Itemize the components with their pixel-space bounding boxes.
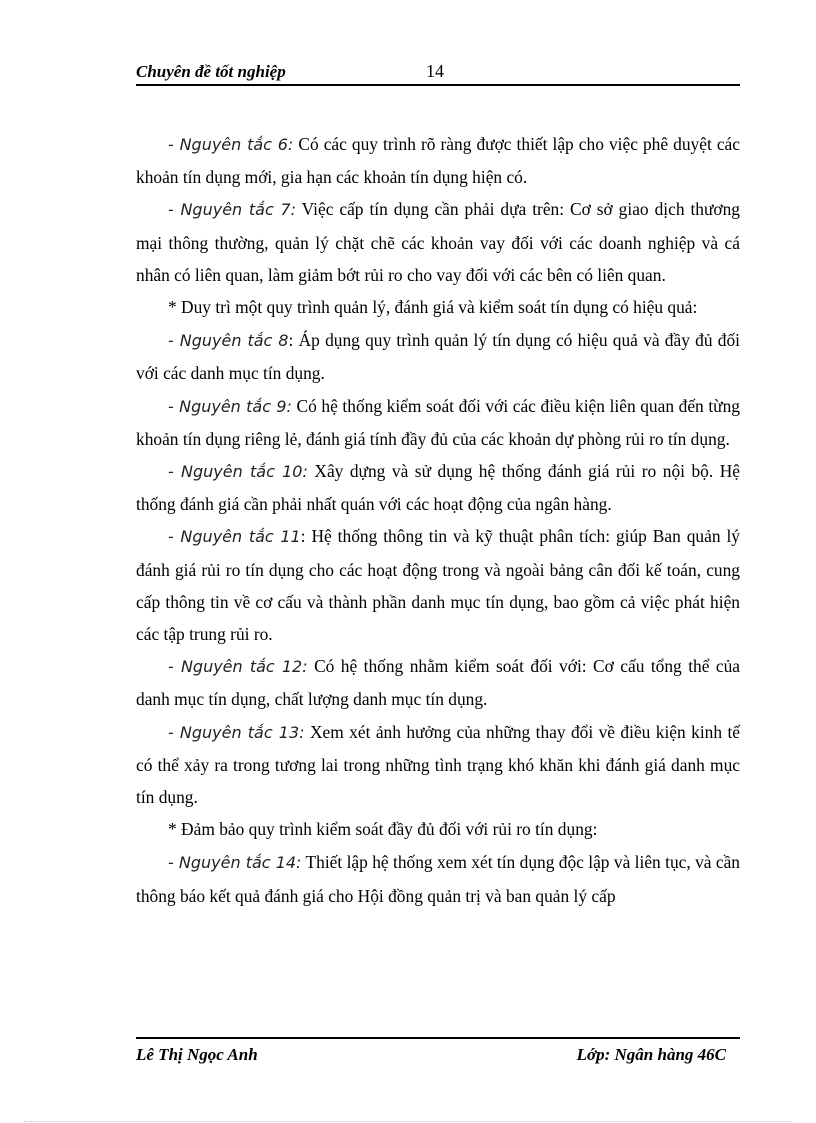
- page-footer: [136, 1037, 740, 1067]
- paragraph-text: * Duy trì một quy trình quản lý, đánh giá và kiểm soát tín dụng có hiệu quả:: [168, 297, 698, 318]
- paragraph-lead: - Nguyên tắc 7:: [168, 200, 296, 220]
- page-edge-divider: [24, 1121, 792, 1122]
- footer-class: Lớp: Ngân hàng 46C: [576, 1045, 726, 1064]
- paragraph: [136, 324, 740, 389]
- paragraph: [136, 650, 740, 715]
- paragraph: [136, 520, 740, 650]
- paragraph-lead: - Nguyên tắc 13:: [168, 722, 305, 742]
- paragraph-text: * Đảm bảo quy trình kiểm soát đầy đủ đối với rủi ro tín dụng:: [168, 819, 598, 840]
- paragraph-lead: - Nguyên tắc 12:: [168, 657, 308, 677]
- paragraph-text: Xây dựng và sử dụng hệ thống đánh giá rủi ro nội bộ. Hệ thống đánh giá cần phải nhất quán với các hoạt động của ngân hàng.: [136, 461, 741, 515]
- paragraph-text: Thiết lập hệ thống xem xét tín dụng độc lập và liên tục, và cần thông báo kết quả đánh giá cho Hội đồng quản trị và ban quản lý cấp: [136, 852, 740, 906]
- document-body: [136, 128, 740, 912]
- paragraph-text: Xem xét ảnh hưởng của những thay đổi về điều kiện kinh tế có thể xảy ra trong tương lai trong những tình trạng khó khăn khi đánh giá danh mục tín dụng.: [136, 721, 741, 808]
- paragraph: [136, 390, 740, 455]
- paragraph-text: Việc cấp tín dụng cần phải dựa trên: Cơ sở giao dịch thương mại thông thường, quản lý chặt chẽ các khoản vay đối với các doanh nghiệp và cá nhân có liên quan, làm giảm bớt rủi ro cho vay đối với các bên có liên quan.: [136, 199, 740, 285]
- header-title: Chuyên đề tốt nghiệp: [136, 62, 286, 81]
- paragraph: [136, 455, 740, 520]
- page-header: [136, 60, 740, 86]
- paragraph: [136, 846, 740, 911]
- paragraph-text: Có hệ thống kiểm soát đối với các điều kiện liên quan đến từng khoản tín dụng riêng lẻ, đánh giá tính đầy đủ của các khoản dự phòng rủi ro tín dụng.: [136, 395, 740, 449]
- paragraph: [136, 193, 740, 291]
- paragraph-text: : Hệ thống thông tin và kỹ thuật phân tích: giúp Ban quản lý đánh giá rủi ro tín dụng cho các hoạt động trong và ngoài bảng cân đối kế toán, cung cấp thông tin về cơ cấu và thành phần danh mục tín dụng, bao gồm cả việc phát hiện các tập trung rủi ro.: [136, 526, 740, 645]
- paragraph-lead: - Nguyên tắc 6:: [168, 135, 294, 154]
- paragraph-text: Có hệ thống nhằm kiểm soát đối với: Cơ cấu tổng thể của danh mục tín dụng, chất lượng danh mục tín dụng.: [136, 656, 740, 710]
- paragraph-text: Có các quy trình rõ ràng được thiết lập cho việc phê duyệt các khoản tín dụng mới, gia hạn các khoản tín dụng hiện có.: [136, 134, 740, 188]
- paragraph-lead: - Nguyên tắc 9:: [168, 396, 292, 416]
- paragraph: [136, 716, 740, 814]
- paragraph-lead: - Nguyên tắc 11: [168, 527, 301, 547]
- paragraph-lead: - Nguyên tắc 14:: [168, 853, 302, 873]
- paragraph-lead: - Nguyên tắc 10:: [168, 462, 308, 482]
- page-number: 14: [426, 61, 444, 81]
- paragraph: [136, 813, 740, 846]
- paragraph-lead: - Nguyên tắc 8: [168, 331, 289, 351]
- paragraph: [136, 291, 740, 324]
- paragraph: [136, 128, 740, 193]
- paragraph-text: : Áp dụng quy trình quản lý tín dụng có hiệu quả và đầy đủ đối với các danh mục tín dụng.: [136, 330, 740, 384]
- footer-author: Lê Thị Ngọc Anh: [136, 1045, 258, 1064]
